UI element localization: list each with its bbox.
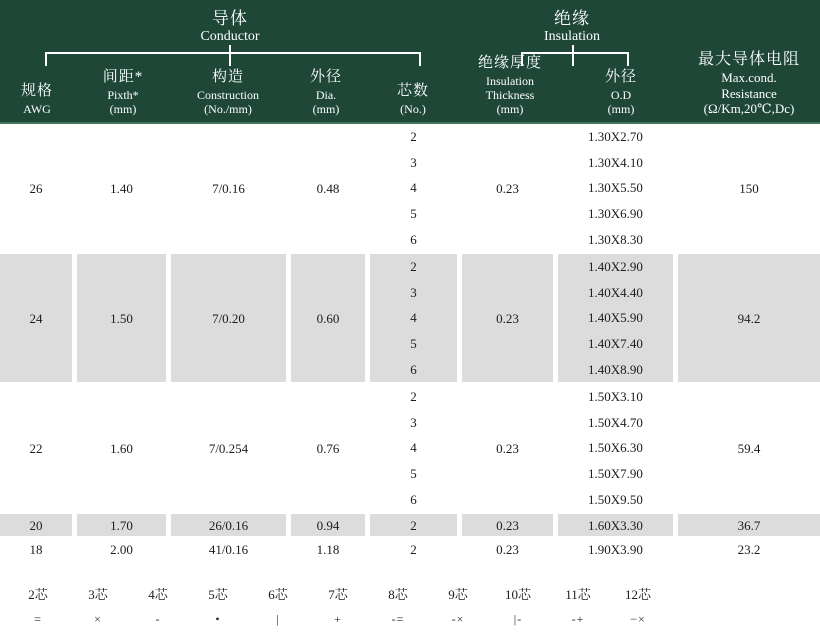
col-header-construction (170, 69, 286, 116)
cell-cores-value: 4 (410, 310, 417, 326)
legend-item-inner (376, 584, 420, 627)
spec-band-awg20 (0, 514, 820, 536)
cell-od-value: 1.40X5.90 (588, 310, 643, 326)
header-group-conductor (130, 9, 330, 45)
legend-item-inner (616, 584, 660, 627)
col-header-construction-zh: 构造 (211, 69, 244, 85)
cell-cores-value: 5 (410, 466, 417, 482)
cell-pitch (77, 384, 166, 512)
cell-od-value: 1.50X4.70 (588, 414, 643, 430)
cell-construction (171, 254, 286, 382)
legend-symbol: −× (630, 612, 646, 626)
cell-cores-value: 3 (410, 154, 417, 170)
col-header-dia-zh: 外径 (309, 69, 342, 85)
cell-od-value: 1.30X5.50 (588, 180, 643, 196)
legend-symbol: |- (513, 612, 523, 626)
legend-item-inner (256, 584, 300, 627)
spec-band-awg24 (0, 254, 820, 382)
cell-resistance (678, 384, 820, 512)
cell-awg-value: 20 (29, 517, 43, 533)
col-header-awg-zh: 规格 (20, 83, 53, 100)
legend-item-3 (76, 584, 136, 627)
cell-resistance (678, 124, 820, 252)
cell-cores-value: 2 (410, 389, 417, 405)
col-header-thickness (462, 55, 558, 116)
cell-thickness (462, 384, 553, 512)
legend-symbol: • (215, 612, 221, 626)
cell-cores-value: 2 (410, 541, 417, 557)
cell-cores-value: 2 (410, 129, 417, 145)
cell-construction (171, 538, 286, 560)
legend-item-12 (616, 584, 676, 627)
cell-awg-value: 24 (29, 310, 43, 326)
cell-cores-value: 6 (410, 491, 417, 507)
cell-cores-value: 3 (410, 414, 417, 430)
cell-od (558, 384, 673, 512)
cell-thickness-value: 0.23 (496, 310, 519, 326)
cell-pitch-value: 1.70 (110, 517, 133, 533)
spec-band-awg18 (0, 538, 820, 560)
col-header-thickness-line1: Insulation (486, 73, 534, 88)
cell-construction-value: 7/0.16 (212, 180, 245, 196)
cell-construction-value: 7/0.20 (212, 310, 245, 326)
cell-thickness (462, 124, 553, 252)
legend-item-2 (16, 584, 76, 627)
col-header-od-line2: (mm) (607, 101, 635, 116)
cell-od-value: 1.60X3.30 (588, 517, 643, 533)
legend-item-inner (436, 584, 480, 627)
cell-cores-value: 4 (410, 440, 417, 456)
cell-awg-value: 18 (29, 541, 43, 557)
cell-awg (0, 384, 72, 512)
cell-od-value: 1.40X8.90 (588, 361, 643, 377)
spec-band-awg22 (0, 384, 820, 512)
legend-item-6 (256, 584, 316, 627)
cell-dia (291, 124, 365, 252)
insulation-label-zh: 绝缘 (554, 9, 590, 28)
col-header-construction-line2: (No./mm) (204, 101, 252, 116)
legend-symbol: - (155, 612, 161, 626)
cell-thickness-value: 0.23 (496, 517, 519, 533)
col-header-pitch-line1: Pixth* (107, 87, 139, 102)
legend-label: 5芯 (208, 587, 228, 602)
legend-item-5 (196, 584, 256, 627)
cell-od (558, 254, 673, 382)
cell-construction (171, 124, 286, 252)
cell-dia (291, 538, 365, 560)
legend-item-7 (316, 584, 376, 627)
legend-item-inner (556, 584, 600, 627)
legend-label: 3芯 (88, 587, 108, 602)
legend-item-inner (196, 584, 240, 627)
col-header-thickness-line2: Thickness (485, 87, 535, 102)
cell-pitch (77, 254, 166, 382)
cell-cores-value: 5 (410, 206, 417, 222)
cell-construction-value: 26/0.16 (208, 517, 249, 533)
cell-awg-value: 26 (29, 180, 43, 196)
cell-cores (370, 514, 457, 536)
legend-item-4 (136, 584, 196, 627)
cell-od-value: 1.50X9.50 (588, 491, 643, 507)
col-header-awg (0, 83, 74, 116)
cell-od (558, 514, 673, 536)
col-header-cores-zh: 芯数 (396, 83, 429, 100)
resistance-label-en2: Resistance (721, 85, 777, 101)
col-header-dia-line1: Dia. (315, 87, 337, 102)
legend-label: 2芯 (28, 587, 48, 602)
cell-cores-value: 6 (410, 231, 417, 247)
conductor-label-zh: 导体 (212, 9, 248, 28)
legend-item-inner (496, 584, 540, 627)
resistance-label-zh: 最大导体电阻 (697, 51, 800, 68)
cell-cores-value: 4 (410, 180, 417, 196)
legend-symbol: -+ (571, 612, 585, 626)
cell-thickness (462, 254, 553, 382)
cell-od-value: 1.40X2.90 (588, 259, 643, 275)
legend-symbol: × (94, 612, 102, 626)
cell-cores-value: 2 (410, 259, 417, 275)
legend-item-inner (16, 584, 60, 627)
cell-resistance (678, 254, 820, 382)
cell-awg-value: 22 (29, 440, 43, 456)
cell-pitch (77, 124, 166, 252)
cell-od-value: 1.50X6.30 (588, 440, 643, 456)
cell-dia (291, 384, 365, 512)
legend-item-10 (496, 584, 556, 627)
cell-awg (0, 254, 72, 382)
legend-label: 10芯 (504, 587, 531, 602)
col-header-cores (368, 83, 458, 116)
cell-thickness-value: 0.23 (496, 541, 519, 557)
legend-item-inner (316, 584, 360, 627)
col-header-construction-line1: Construction (197, 87, 259, 102)
cell-awg (0, 124, 72, 252)
legend-label: 12芯 (624, 587, 651, 602)
resistance-label-unit: (Ω/Km,20℃,Dc) (703, 101, 795, 117)
cell-od-value: 1.50X3.10 (588, 389, 643, 405)
cell-od-value: 1.40X4.40 (588, 284, 643, 300)
core-count-legend (0, 584, 820, 627)
cell-resistance-value: 94.2 (737, 310, 761, 326)
col-header-thickness-zh: 绝缘厚度 (477, 54, 542, 71)
col-header-od (562, 69, 680, 116)
conductor-label-en: Conductor (200, 28, 260, 44)
cell-pitch (77, 514, 166, 536)
cell-od-value: 1.30X6.90 (588, 206, 643, 222)
cell-awg (0, 514, 72, 536)
cell-thickness-value: 0.23 (496, 180, 519, 196)
cell-od-value: 1.90X3.90 (588, 541, 643, 557)
insulation-bracket-stem (572, 45, 574, 66)
table-header (0, 0, 820, 124)
col-header-pitch (78, 69, 168, 116)
legend-label: 11芯 (565, 587, 591, 602)
legend-symbol: -= (391, 612, 405, 626)
cell-dia (291, 254, 365, 382)
cell-resistance-value: 59.4 (737, 440, 761, 456)
col-header-od-line1: O.D (610, 87, 632, 102)
legend-symbol: = (34, 612, 42, 626)
header-group-insulation (472, 9, 672, 45)
cell-cores-value: 2 (410, 517, 417, 533)
cell-cores-value: 6 (410, 361, 417, 377)
cell-thickness-value: 0.23 (496, 440, 519, 456)
cell-construction-value: 41/0.16 (208, 541, 249, 557)
col-header-thickness-line3: (mm) (496, 101, 524, 116)
legend-symbol: + (334, 612, 342, 626)
cell-construction-value: 7/0.254 (208, 440, 249, 456)
legend-item-inner (76, 584, 120, 627)
cell-awg (0, 538, 72, 560)
cell-cores (370, 124, 457, 252)
cell-od-value: 1.50X7.90 (588, 466, 643, 482)
cell-dia-value: 0.76 (316, 440, 340, 456)
cell-cores-value: 5 (410, 336, 417, 352)
cell-dia-value: 0.94 (316, 517, 340, 533)
spec-band-awg26 (0, 124, 820, 252)
table-body (0, 124, 820, 560)
legend-label: 4芯 (148, 587, 168, 602)
cell-construction (171, 384, 286, 512)
legend-item-11 (556, 584, 616, 627)
cell-dia (291, 514, 365, 536)
col-header-resistance (678, 50, 820, 117)
legend-item-inner (136, 584, 180, 627)
cell-construction (171, 514, 286, 536)
col-header-awg-line1: AWG (23, 101, 51, 116)
cell-od-value: 1.30X2.70 (588, 129, 643, 145)
conductor-bracket-stem (229, 45, 231, 66)
col-header-od-zh: 外径 (604, 69, 637, 85)
cell-dia-value: 0.60 (316, 310, 340, 326)
insulation-label-en: Insulation (544, 28, 600, 44)
cell-resistance-value: 36.7 (737, 517, 761, 533)
cell-dia-value: 1.18 (316, 541, 340, 557)
cell-dia-value: 0.48 (316, 180, 340, 196)
cell-od (558, 538, 673, 560)
cell-resistance-value: 23.2 (737, 541, 761, 557)
cell-cores (370, 254, 457, 382)
cell-od-value: 1.40X7.40 (588, 336, 643, 352)
cell-cores (370, 538, 457, 560)
legend-item-9 (436, 584, 496, 627)
cell-cores-value: 3 (410, 284, 417, 300)
legend-symbol: -× (451, 612, 465, 626)
col-header-cores-line1: (No.) (400, 101, 426, 116)
cell-pitch-value: 1.50 (110, 310, 133, 326)
cell-resistance-value: 150 (739, 180, 759, 196)
cell-resistance (678, 514, 820, 536)
cell-pitch-value: 2.00 (110, 541, 133, 557)
cell-od (558, 124, 673, 252)
cell-od-value: 1.30X8.30 (588, 231, 643, 247)
legend-label: 8芯 (388, 587, 408, 602)
col-header-pitch-line2: (mm) (109, 101, 137, 116)
legend-label: 9芯 (448, 587, 468, 602)
cell-thickness (462, 514, 553, 536)
cell-thickness (462, 538, 553, 560)
cell-cores (370, 384, 457, 512)
cell-pitch-value: 1.40 (110, 180, 133, 196)
cell-resistance (678, 538, 820, 560)
legend-symbol: | (276, 612, 280, 626)
resistance-label-en1: Max.cond. (721, 70, 777, 86)
col-header-dia-line2: (mm) (312, 101, 340, 116)
col-header-dia (289, 69, 363, 116)
legend-label: 6芯 (268, 587, 288, 602)
conductor-span-bracket (45, 52, 421, 66)
legend-label: 7芯 (328, 587, 348, 602)
col-header-pitch-zh: 间距* (102, 69, 144, 85)
cell-od-value: 1.30X4.10 (588, 154, 643, 170)
cell-pitch (77, 538, 166, 560)
cell-pitch-value: 1.60 (110, 440, 133, 456)
legend-item-8 (376, 584, 436, 627)
